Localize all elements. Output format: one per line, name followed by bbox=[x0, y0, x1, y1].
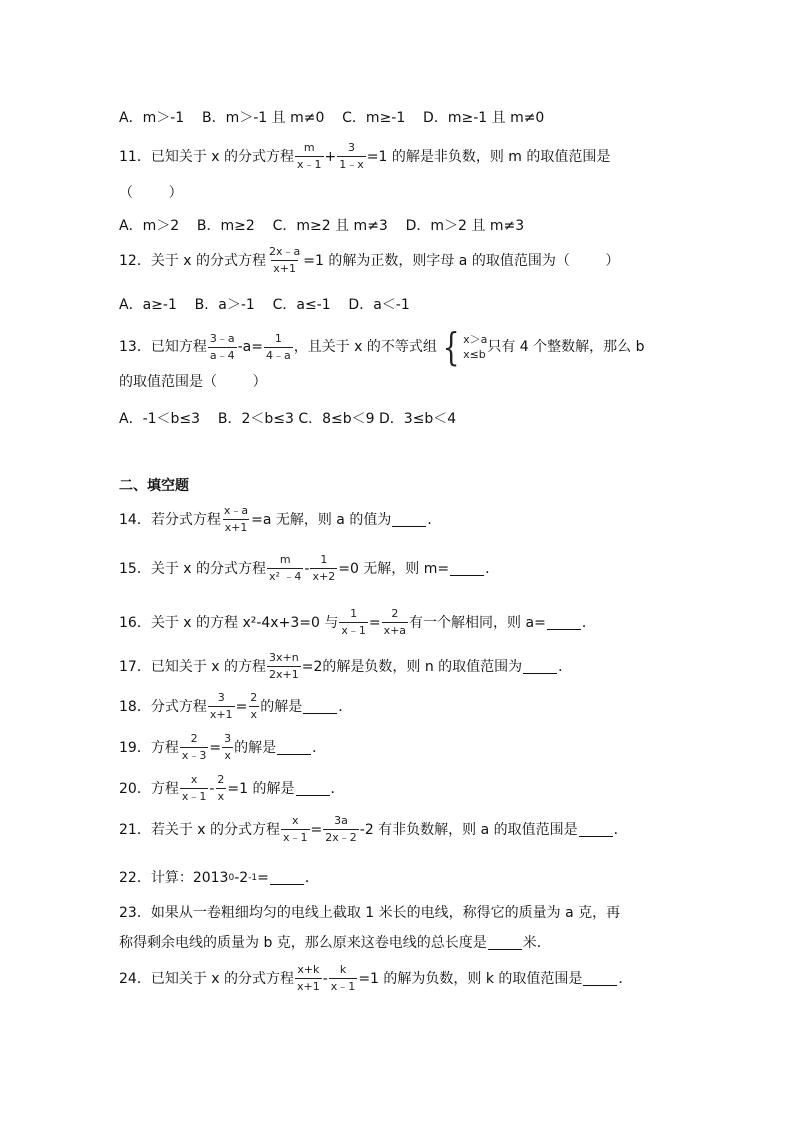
q20-fraction-2: $\frac{2}{x}$ bbox=[217, 773, 225, 803]
q11-options-line bbox=[119, 219, 524, 233]
q19-fraction-2: $\frac{3}{x}$ bbox=[224, 732, 232, 762]
q18-answer-blank[interactable] bbox=[303, 699, 337, 714]
q21-fraction-1: $\frac{x}{x﹣1}$ bbox=[283, 814, 308, 844]
q22-stem: 22．计算：2013 0 -2 -1 = ． bbox=[119, 869, 319, 886]
q11-prefix: 11．已知关于 x 的分式方程 bbox=[119, 148, 294, 165]
q13-options: A．-1＜b≤3 B．2＜b≤3 C．8≤b＜9 D．3≤b＜4 bbox=[119, 411, 457, 427]
q12-options-line bbox=[119, 298, 410, 312]
q23-line1: 23．如果从一卷粗细均匀的电线上截取 1 米长的电线，称得它的质量为 a 克，再 bbox=[119, 905, 621, 921]
q11-fraction-1: $\frac{m}{x﹣1}$ bbox=[297, 141, 322, 171]
q18-fraction-2: $\frac{2}{x}$ bbox=[250, 691, 258, 721]
q20-fraction-1: $\frac{x}{x﹣1}$ bbox=[181, 773, 207, 803]
q13-line2 bbox=[119, 375, 267, 389]
q17-fraction: $\frac{3x+n}{2x+1}$ bbox=[269, 651, 299, 681]
q15-stem: 15．关于 x 的分式方程 $\frac{m}{\text{x² ﹣4}}$ - $\frac{1}{x+2}$ =0 无解，则 m= ． bbox=[119, 553, 500, 583]
q24-fraction-1: $\frac{x+k}{x+1}$ bbox=[297, 963, 320, 993]
q12-options: A．a≥-1 B．a＞-1 C．a≤-1 D．a＜-1 bbox=[119, 297, 410, 313]
q18-stem: 18．分式方程 $\frac{3}{x+1}$ = $\frac{2}{x}$ 的解是 ． bbox=[119, 691, 353, 721]
q10-options-line bbox=[119, 111, 544, 125]
q12-stem bbox=[119, 246, 619, 275]
q13-line2-text: 的取值范围是（ ） bbox=[119, 374, 267, 390]
q24-answer-blank[interactable] bbox=[583, 971, 617, 986]
q12-prefix: 12．关于 x 的分式方程 bbox=[119, 252, 266, 269]
q11-fraction-2: $\frac{3}{1﹣x}$ bbox=[339, 141, 364, 171]
q13-inequality-system bbox=[439, 325, 488, 369]
q14-fraction: $\frac{x﹣a}{x+1}$ bbox=[223, 504, 249, 534]
left-brace-icon: { bbox=[442, 325, 460, 369]
q14-answer-blank[interactable] bbox=[392, 512, 426, 527]
q21-stem: 21．若关于 x 的分式方程 $\frac{x}{x﹣1}$ = $\frac{3a}{2x﹣2}$ -2 有非负数解，则 a 的取值范围是 ． bbox=[119, 814, 628, 844]
q22-answer-blank[interactable] bbox=[270, 870, 304, 885]
q15-fraction-2: $\frac{1}{x+2}$ bbox=[312, 553, 336, 583]
q24-stem: 24．已知关于 x 的分式方程 $\frac{x+k}{x+1}$ - $\frac{k}{x﹣1}$ =1 的解为负数，则 k 的取值范围是 ． bbox=[119, 963, 633, 993]
q12-fraction: $\frac{2x﹣a}{x+1}$ bbox=[269, 245, 301, 275]
q16-fraction-2: $\frac{2}{x+a}$ bbox=[383, 607, 407, 637]
q13-stem: 13．已知方程 $\frac{3﹣a}{a﹣4}$ -a= $\frac{1}{4﹣a}$ ，且关于 x 的不等式组 { x＞a x≤b 只有 4 个整数解，那么 b bbox=[119, 325, 645, 369]
q21-fraction-2: $\frac{3a}{2x﹣2}$ bbox=[325, 814, 357, 844]
q11-answer-paren: （ ） bbox=[119, 185, 183, 201]
q13-system-row-1: x＞a bbox=[463, 333, 488, 346]
q13-system-row-2: x≤b bbox=[463, 348, 486, 361]
q18-fraction-1: $\frac{3}{x+1}$ bbox=[209, 691, 233, 721]
q23-answer-blank[interactable] bbox=[488, 935, 522, 950]
q11-paren-line bbox=[119, 186, 183, 200]
q17-stem: 17．已知关于 x 的方程 $\frac{3x+n}{2x+1}$ =2的解是负数，则 n 的取值范围为 ． bbox=[119, 651, 573, 681]
q20-answer-blank[interactable] bbox=[296, 781, 330, 796]
q15-fraction-1: $\frac{m}{\text{x² ﹣4}}$ bbox=[269, 553, 302, 583]
q12-suffix: =1 的解为正数，则字母 a 的取值范围为（ ） bbox=[303, 252, 620, 269]
q19-stem: 19．方程 $\frac{2}{x﹣3}$ = $\frac{3}{x}$ 的解是 ． bbox=[119, 732, 327, 762]
q10-options: A．m＞-1 B．m＞-1 且 m≠0 C．m≥-1 D．m≥-1 且 m≠0 bbox=[119, 110, 545, 126]
q14-stem: 14．若分式方程 $\frac{x﹣a}{x+1}$ =a 无解，则 a 的值为 ． bbox=[119, 504, 442, 534]
q23-line2: 称得剩余电线的质量为 b 克，那么原来这卷电线的总长度是 米． bbox=[119, 934, 551, 951]
q24-fraction-2: $\frac{k}{x﹣1}$ bbox=[330, 963, 356, 993]
q13-options-line bbox=[119, 412, 456, 426]
q19-answer-blank[interactable] bbox=[277, 740, 311, 755]
q13-prefix: 13．已知方程 bbox=[119, 339, 207, 355]
q16-stem: 16．关于 x 的方程 x²-4x+3=0 与 $\frac{1}{x﹣1}$ = $\frac{2}{x+a}$ 有一个解相同，则 a= ． bbox=[119, 607, 596, 637]
q16-fraction-1: $\frac{1}{x﹣1}$ bbox=[341, 607, 366, 637]
q20-stem: 20．方程 $\frac{x}{x﹣1}$ - $\frac{2}{x}$ =1 的解是 ． bbox=[119, 773, 345, 803]
section-title-fill-in: 二、填空题 bbox=[119, 478, 189, 494]
q11-stem: 11．已知关于 x 的分式方程 $\frac{m}{x﹣1}$ + $\frac{3}{1﹣x}$ =1 的解是非负数，则 m 的取值范围是 bbox=[119, 141, 611, 171]
q11-suffix: =1 的解是非负数，则 m 的取值范围是 bbox=[366, 148, 611, 165]
q11-options: A．m＞2 B．m≥2 C．m≥2 且 m≠3 D．m＞2 且 m≠3 bbox=[119, 218, 525, 234]
q19-fraction-1: $\frac{2}{x﹣3}$ bbox=[181, 732, 207, 762]
q13-fraction-2: $\frac{1}{4﹣a}$ bbox=[265, 331, 291, 362]
q17-answer-blank[interactable] bbox=[523, 659, 557, 674]
q15-answer-blank[interactable] bbox=[450, 561, 484, 576]
q16-answer-blank[interactable] bbox=[547, 615, 581, 630]
q21-answer-blank[interactable] bbox=[579, 822, 613, 837]
q13-fraction-1: $\frac{3﹣a}{a﹣4}$ bbox=[209, 331, 235, 362]
q13-suffix: 只有 4 个整数解，那么 b bbox=[487, 339, 645, 355]
